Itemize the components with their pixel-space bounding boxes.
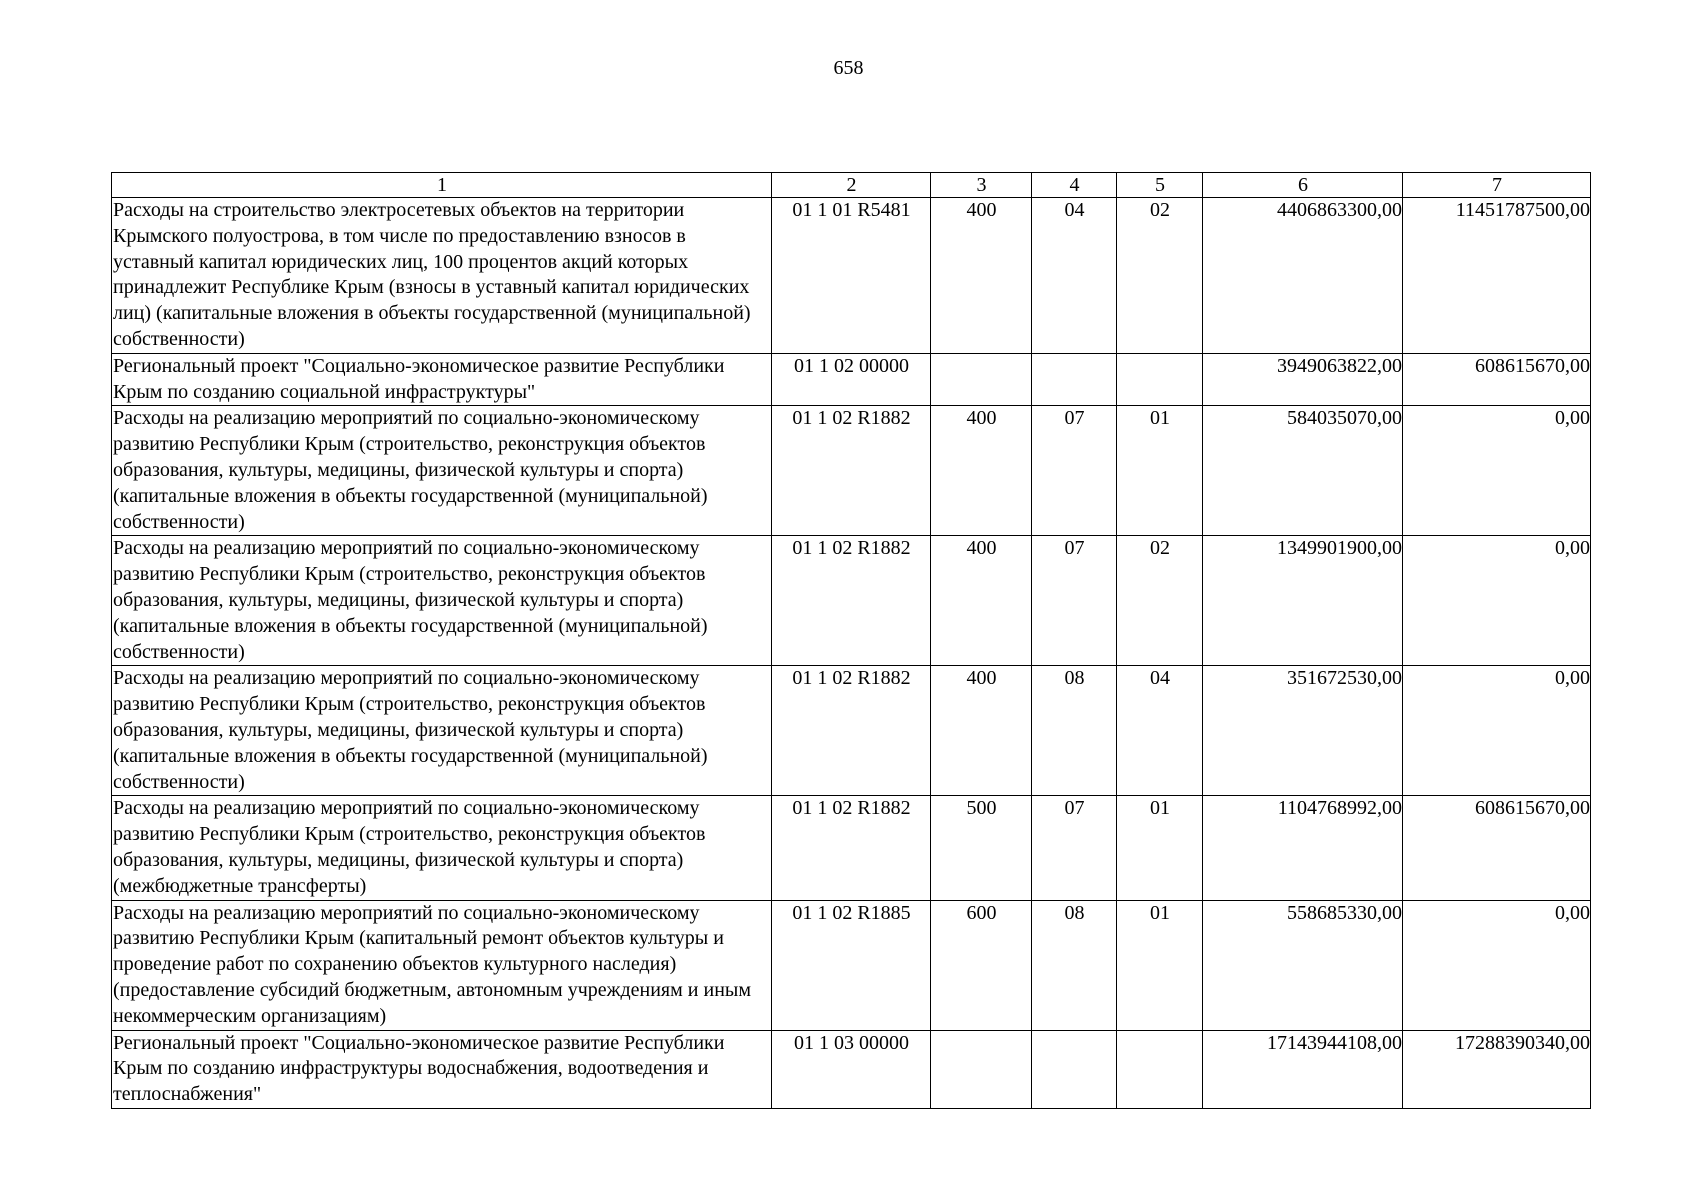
row-code: 01 1 02 R1882 xyxy=(772,536,931,666)
row-col4: 04 xyxy=(1032,198,1117,354)
row-code: 01 1 02 R1885 xyxy=(772,900,931,1030)
row-sum-col7: 0,00 xyxy=(1403,406,1591,536)
row-col5: 01 xyxy=(1117,796,1203,900)
row-col5: 01 xyxy=(1117,900,1203,1030)
row-sum-col7: 0,00 xyxy=(1403,900,1591,1030)
row-col3: 400 xyxy=(931,666,1032,796)
row-sum-col6: 1104768992,00 xyxy=(1203,796,1403,900)
table-row xyxy=(112,900,1591,1030)
row-description: Расходы на реализацию мероприятий по социально-экономическому развитию Республики Крым (строительство, реконструкция объектов образования, культуры, медицины, физической культуры и спорта) (капитальные вложения в объекты государственной (муниципальной) собственности) xyxy=(112,536,772,666)
row-col4 xyxy=(1032,353,1117,406)
table-row xyxy=(112,353,1591,406)
row-col3: 400 xyxy=(931,536,1032,666)
column-header: 5 xyxy=(1117,173,1203,198)
column-header: 4 xyxy=(1032,173,1117,198)
row-sum-col6: 4406863300,00 xyxy=(1203,198,1403,354)
row-sum-col7: 17288390340,00 xyxy=(1403,1030,1591,1108)
row-sum-col7: 0,00 xyxy=(1403,536,1591,666)
row-col3: 400 xyxy=(931,406,1032,536)
row-col5 xyxy=(1117,1030,1203,1108)
row-col4: 07 xyxy=(1032,796,1117,900)
row-code: 01 1 02 R1882 xyxy=(772,796,931,900)
row-col5: 02 xyxy=(1117,198,1203,354)
table-row xyxy=(112,536,1591,666)
row-description: Расходы на реализацию мероприятий по социально-экономическому развитию Республики Крым (капитальный ремонт объектов культуры и проведение работ по сохранению объектов культурного наследия) (предоставление субсидий бюджетным, автономным учреждениям и иным некоммерческим организациям) xyxy=(112,900,772,1030)
column-header: 7 xyxy=(1403,173,1591,198)
row-col5 xyxy=(1117,353,1203,406)
row-sum-col6: 351672530,00 xyxy=(1203,666,1403,796)
row-code: 01 1 01 R5481 xyxy=(772,198,931,354)
row-code: 01 1 03 00000 xyxy=(772,1030,931,1108)
row-col5: 01 xyxy=(1117,406,1203,536)
row-col4: 08 xyxy=(1032,666,1117,796)
row-col3: 500 xyxy=(931,796,1032,900)
row-col4 xyxy=(1032,1030,1117,1108)
column-header: 3 xyxy=(931,173,1032,198)
row-description: Расходы на строительство электросетевых объектов на территории Крымского полуострова, в том числе по предоставлению взносов в уставный капитал юридических лиц, 100 процентов акций которых принадлежит Республике Крым (взносы в уставный капитал юридических лиц) (капитальные вложения в объекты государственной (муниципальной) собственности) xyxy=(112,198,772,354)
table-row xyxy=(112,666,1591,796)
row-sum-col6: 1349901900,00 xyxy=(1203,536,1403,666)
row-sum-col7: 0,00 xyxy=(1403,666,1591,796)
row-description: Региональный проект "Социально-экономическое развитие Республики Крым по созданию инфраструктуры водоснабжения, водоотведения и теплоснабжения" xyxy=(112,1030,772,1108)
column-header: 2 xyxy=(772,173,931,198)
row-description: Расходы на реализацию мероприятий по социально-экономическому развитию Республики Крым (строительство, реконструкция объектов образования, культуры, медицины, физической культуры и спорта) (межбюджетные трансферты) xyxy=(112,796,772,900)
row-col4: 07 xyxy=(1032,406,1117,536)
row-col5: 02 xyxy=(1117,536,1203,666)
row-col3 xyxy=(931,1030,1032,1108)
row-sum-col7: 11451787500,00 xyxy=(1403,198,1591,354)
row-sum-col7: 608615670,00 xyxy=(1403,353,1591,406)
row-col3: 400 xyxy=(931,198,1032,354)
table-row xyxy=(112,198,1591,354)
table-row xyxy=(112,406,1591,536)
row-col5: 04 xyxy=(1117,666,1203,796)
row-col3 xyxy=(931,353,1032,406)
row-description: Региональный проект "Социально-экономическое развитие Республики Крым по созданию социальной инфраструктуры" xyxy=(112,353,772,406)
row-code: 01 1 02 00000 xyxy=(772,353,931,406)
page-number: 658 xyxy=(833,57,864,79)
header-row xyxy=(112,173,1591,198)
row-sum-col6: 584035070,00 xyxy=(1203,406,1403,536)
row-sum-col6: 17143944108,00 xyxy=(1203,1030,1403,1108)
row-col4: 07 xyxy=(1032,536,1117,666)
row-col4: 08 xyxy=(1032,900,1117,1030)
row-description: Расходы на реализацию мероприятий по социально-экономическому развитию Республики Крым (строительство, реконструкция объектов образования, культуры, медицины, физической культуры и спорта) (капитальные вложения в объекты государственной (муниципальной) собственности) xyxy=(112,666,772,796)
table-row xyxy=(112,796,1591,900)
row-code: 01 1 02 R1882 xyxy=(772,406,931,536)
column-header: 1 xyxy=(112,173,772,198)
row-code: 01 1 02 R1882 xyxy=(772,666,931,796)
row-col3: 600 xyxy=(931,900,1032,1030)
row-description: Расходы на реализацию мероприятий по социально-экономическому развитию Республики Крым (строительство, реконструкция объектов образования, культуры, медицины, физической культуры и спорта) (капитальные вложения в объекты государственной (муниципальной) собственности) xyxy=(112,406,772,536)
budget-table xyxy=(111,172,1591,1109)
row-sum-col6: 3949063822,00 xyxy=(1203,353,1403,406)
row-sum-col7: 608615670,00 xyxy=(1403,796,1591,900)
row-sum-col6: 558685330,00 xyxy=(1203,900,1403,1030)
column-header: 6 xyxy=(1203,173,1403,198)
table-row xyxy=(112,1030,1591,1108)
